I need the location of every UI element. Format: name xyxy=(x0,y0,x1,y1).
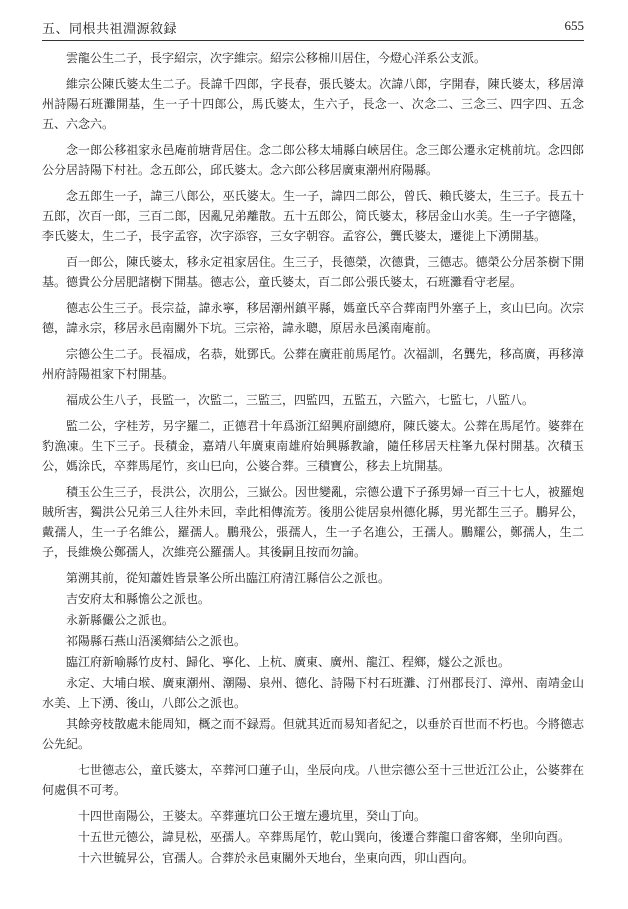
lineage-line: 吉安府太和縣憺公之派也。 xyxy=(66,592,211,606)
paragraph: 宗德公生二子。長福成，名恭，妣鄧氏。公葬在廣莊前馬尾竹。次福訓，名龔先，移高廣，再移漳州府詩陽祖家下村開基。 xyxy=(42,347,584,381)
generation-entry: 十四世南陽公，王婆太。卒葬蓮坑口公王壇左邊坑里，癸山丁向。 xyxy=(78,809,427,823)
chapter-title: 五、同根共祖淵源敘録 xyxy=(42,22,178,37)
paragraph: 百一郎公，陳氏婆太，移永定祖家居住。生三子，長德榮，次德貴，三德志。德榮公分居茶樹下開基。德貴公分居肥諸樹下開基。德志公，童氏婆太，百二郎公張氏婆太，石班灘看守老屋。 xyxy=(42,255,584,289)
generation-entry: 十六世毓昇公，官孺人。合葬於永邑東關外天地台，坐東向西，卯山酉向。 xyxy=(78,851,475,865)
generation-entry: 七世德志公，童氏婆太，卒葬河口蓮子山，坐辰向戌。八世宗德公至十三世近江公止，公婆葬在何處俱不可考。 xyxy=(42,763,584,797)
lineage-line: 永新縣儼公之派也。 xyxy=(66,613,175,627)
paragraph: 德志公生三子。長宗益，諱永寧，移居潮州鎮平縣，媽童氏卒合葬南門外塞子上，亥山巳向。次宗德，諱永宗，移居永邑南關外下坑。三宗裕，諱永聰，原居永邑溪南庵前。 xyxy=(42,301,584,335)
paragraph: 監二公，字桂芳，另字羅二，正德君十年爲浙江紹興府副總府，陳氏婆太。公葬在馬尾竹。婆葬在豹漁凍。生下三子。長積金，嘉靖八年廣東南雄府始興縣教諭，隨任移居天柱峯九保村開基。次積玉公，媽涂氏，卒葬馬尾竹，亥山巳向，公婆合葬。三積寶公，移去上坑開基。 xyxy=(42,419,584,473)
page-number: 655 xyxy=(564,18,584,33)
paragraph: 雲龍公生二子，長字紹宗，次字維宗。紹宗公移棉川居住，今燈心洋系公支派。 xyxy=(66,51,487,65)
lineage-line: 永定、大埔白堠、廣東潮州、潮陽、泉州、德化、詩陽下村石班灘、汀州郡長汀、漳州、南靖金山水美、上下湧、後山，八郎公之派也。 xyxy=(42,676,584,710)
generation-entry: 十五世元德公，諱見松，巫孺人。卒葬馬尾竹，乾山巽向，後遷合葬龍口畲客鄉，坐卯向酉。 xyxy=(78,830,571,844)
paragraph: 積玉公生三子，長洪公，次朋公，三嶽公。因世變亂，宗德公遺下子孫男婦一百三十七人，被羅炮賊所害，獨洪公兄弟三人往外未回，幸此相傳流芳。後朋公徙居泉州德化縣，男光都生三子。鵬昇公，戴孺人，生一子名維公，羅孺人。鵬飛公，張孺人，生一子名進公，王孺人。鵬耀公，鄭孺人，生二子，長維煥公鄭孺人，次維亮公羅孺人。其後嗣且按而勿論。 xyxy=(42,485,584,559)
page-body xyxy=(42,48,584,869)
paragraph: 福成公生八子，長監一，次監二，三監三，四監四，五監五，六監六，七監七，八監八。 xyxy=(66,393,535,407)
running-header xyxy=(42,14,584,41)
paragraph: 念五郎生一子，諱三八郎公，巫氏婆太。生一子，諱四二郎公，曾氏、賴氏婆太，生三子。長五十五郎，次百一郎，三百二郎，因亂兄弟離散。五十五郎公，简氏婆太，移居金山水美。生一子字德隆，李氏婆太，生二子，長字孟容，次字添容，三女字朝容。孟容公，龔氏婆太，遷徙上下湧開基。 xyxy=(42,189,584,243)
paragraph: 其餘旁枝散處未能周知，概之而不録焉。但就其近而易知者紀之，以垂於百世而不朽也。今將德志公先紀。 xyxy=(42,717,584,751)
paragraph: 念一郎公移祖家永邑庵前塘背居住。念二郎公移太埔縣白峽居住。念三郎公遷永定桃前坑。念四郎公分居詩陽下村社。念五郎公，邱氏婆太。念六郎公移居廣東潮州府陽縣。 xyxy=(42,143,584,177)
lineage-line: 祁陽縣石燕山浯溪鄉結公之派也。 xyxy=(66,634,247,648)
lineage-line: 臨江府新喻縣竹皮村、歸化、寧化、上杭、廣東、廣州、龍江、程鄉，燧公之派也。 xyxy=(66,655,511,669)
lineage-line: 第溯其前，從知蕭姓皆景峯公所出臨江府清江縣信公之派也。 xyxy=(66,571,391,585)
paragraph: 維宗公陳氏婆太生二子。長諱千四郎，字長春，張氏婆太。次諱八郎，字開春，陳氏婆太，移居漳州詩陽石班灘開基，生一子十四郎公，馬氏婆太，生六子，長念一、次念二、三念三、四字四、五念五、六念六。 xyxy=(42,77,584,131)
